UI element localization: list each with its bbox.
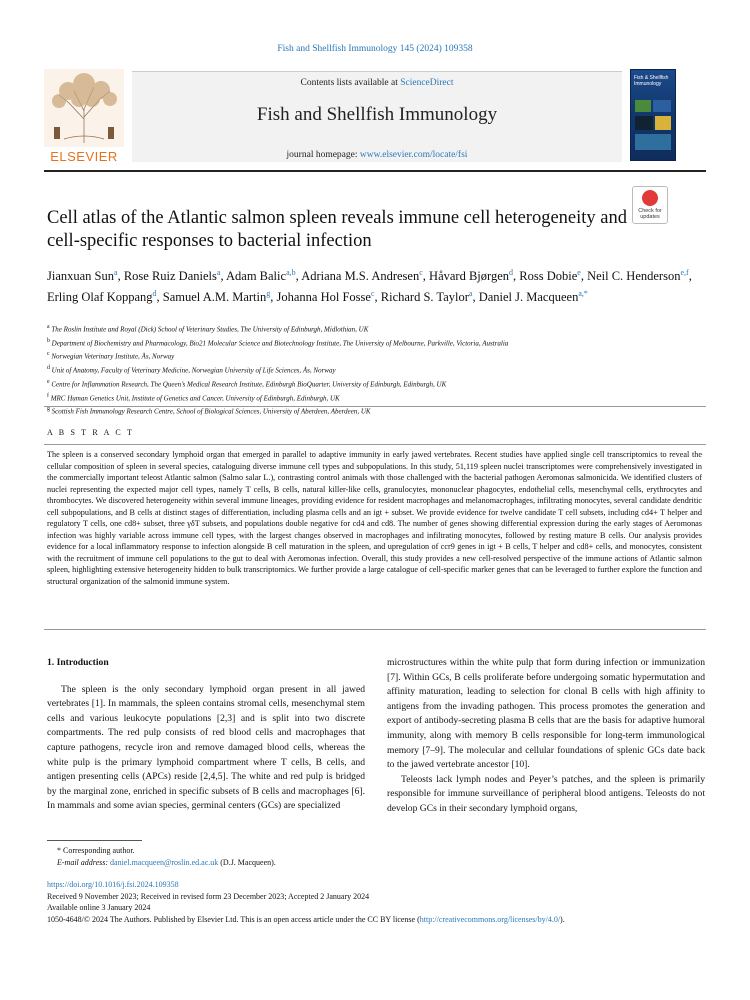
affiliation-text: The Roslin Institute and Royal (Dick) School of Veterinary Studies, The University of Edinburgh, Midlothian, UK: [49, 325, 369, 334]
doi-link[interactable]: https://doi.org/10.1016/j.fsi.2024.109358: [47, 880, 179, 889]
email-suffix: (D.J. Macqueen).: [218, 857, 276, 867]
homepage-link[interactable]: www.elsevier.com/locate/fsi: [359, 150, 468, 160]
author-name[interactable]: Ross Dobie: [519, 269, 578, 284]
divider: [44, 629, 706, 630]
affiliation-label: e: [47, 378, 50, 385]
license-prefix: 1050-4648/© 2024 The Authors. Published by Elsevier Ltd. This is an open access article under the CC BY license (: [47, 914, 420, 924]
affiliation-item: [47, 363, 697, 377]
affiliation-item: [47, 322, 697, 336]
author-name[interactable]: Johanna Hol Fosse: [276, 290, 371, 305]
body-paragraph: The spleen is the only secondary lymphoid organ present in all jawed vertebrates [1]. In mammals, the spleen contains stromal cells, mesenchymal stem cells and various leukocyte populations [2,3] and is split into two discrete compartments. The red pulp consists of red blood cells and macrophages that capture pathogens, recycle iron and remove damaged blood cells, whereas the white pulp is the primary lymphoid compartment where T cells, B cells, and antigen presenting cells (APCs) reside [2,4,5]. The white and red pulp is bridged by the marginal zone, enriched in specific subsets of B cells and macrophages [6]. In mammals and some avian species, germinal centers (GCs) are specialized: [47, 683, 365, 812]
header-rule: [44, 170, 706, 172]
body-column-right: [387, 656, 705, 817]
abstract-text: The spleen is a conserved secondary lymphoid organ that emerged in parallel to adaptive immunity in early jawed vertebrates. Recent studies have applied single cell transcriptomics to reveal the cellular composition of spleen in several species, cataloguing diverse immune cell types and subpopulations. In this study, 51,119 spleen nuclei transcriptomes were comprehensively investigated in the commercially important teleost Atlantic salmon (Salmo salar L.), contrasting control animals with those challenged with the bacterial pathogen Aeromonas salmonicida. We identified clusters of nuclei representing the expected major cell types, namely T cells, B cells, natural killer-like cells, granulocytes, mononuclear phagocytes, endothelial cells, mesenchymal cells, erythrocytes and thrombocytes. We discovered heterogeneity within several immune lineages, providing evidence for resident macrophages and melanomacrophages, infiltrating monocytes, several candidate dendritic cell subpopulations, and B cells at distinct stages of differentiation, including plasma cells and an igt + subset. We provide evidence for twelve candidate T cell subsets, including cd4+ T helper and regulatory T cells, one cd8+ subset, three γδT subsets, and populations double negative for cd4 and cd8. The number of genes showing differential expression during the early stages of Aeromonas infection was highly variable across immune cell types, with the largest changes observed in macrophages and infiltrating monocytes, followed by resting mature B cells. Our analysis provides evidence for a local inflammatory response to infection alongside B cell maturation in the spleen, and upregulation of ccr9 genes in igt + B cells, T helper and cd8+ cells, and monocytes, consistent with the recruitment of immune cell populations to the gut to deal with Aeromonas infection. Overall, this study provides a new cell-resolved perspective of the immune actions of Atlantic salmon spleen, highlighting extensive heterogeneity hidden to bulk transcriptomics. We further provide a large catalogue of cell-specific marker genes that can be leveraged to further explore the function and structural organization of the salmonid immune system.: [47, 450, 702, 586]
author-list: Jianxuan Sun$^a$, Rose Ruiz Daniels$^a$, Adam Balic$^{a,b}$, Adriana M.S. Andresen$^c$, Håvard Bjørgen$^d$, Ross Dobie$^e$, Neil C. Henderson$^{e,f}$, Erling Olaf Koppang$^d$, Samuel A.M. Martin$^g$, Johanna Hol Fosse$^c$, Richard S. Taylor$^a$, Daniel J. Macqueen$^{a,*}$: [47, 268, 692, 305]
author-affiliation-marker[interactable]: d: [509, 268, 514, 277]
author-affiliation-marker[interactable]: d: [152, 289, 157, 299]
received-dates: Received 9 November 2023; Received in revised form 23 December 2023; Accepted 2 January 2024: [47, 891, 370, 901]
sciencedirect-link[interactable]: ScienceDirect: [400, 78, 454, 88]
license-suffix: ).: [560, 914, 565, 924]
author-affiliation-marker[interactable]: g: [266, 289, 271, 299]
license-link[interactable]: http://creativecommons.org/licenses/by/4.0/: [419, 914, 561, 924]
author-affiliation-marker[interactable]: a: [468, 289, 473, 299]
affiliation-text: Department of Biochemistry and Pharmacology, Bio21 Molecular Science and Biotechnology Institute, The University of Melbourne, Parkville, Victoria, Australia: [49, 339, 509, 348]
journal-banner: [132, 71, 622, 162]
article-footer: [47, 879, 707, 925]
author-affiliation-marker[interactable]: c: [370, 289, 375, 299]
email-link[interactable]: daniel.macqueen@roslin.ed.ac.uk: [110, 857, 219, 867]
journal-citation[interactable]: Fish and Shellfish Immunology 145 (2024) 109358: [277, 44, 473, 54]
journal-title: Fish and Shellfish Immunology: [256, 104, 498, 125]
homepage-prefix: journal homepage:: [286, 150, 360, 160]
affiliation-label: b: [47, 337, 50, 344]
affiliation-item: [47, 377, 697, 391]
elsevier-tree-logo[interactable]: [44, 69, 124, 161]
affiliation-text: Unit of Anatomy, Faculty of Veterinary Medicine, Norwegian University of Life Sciences, Ås, Norway: [49, 366, 336, 375]
cover-image-tile: [635, 116, 653, 130]
affiliation-text: Norwegian Veterinary Institute, Ås, Norway: [49, 352, 175, 361]
author-affiliation-marker[interactable]: e,f: [680, 268, 689, 277]
footnote-divider: [47, 840, 142, 841]
cover-image-tile: [635, 100, 651, 112]
contents-prefix: Contents lists available at: [300, 78, 401, 88]
article-title: Cell atlas of the Atlantic salmon spleen reveals immune cell heterogeneity and cell-specific responses to bacterial infection: [47, 208, 627, 251]
author-name[interactable]: Erling Olaf Koppang: [47, 290, 153, 305]
author-name[interactable]: Håvard Bjørgen: [429, 269, 510, 284]
divider: [44, 444, 706, 445]
journal-header: [44, 69, 724, 164]
author-affiliation-marker[interactable]: c: [419, 268, 423, 277]
affiliation-item: [47, 349, 697, 363]
publisher-name: ELSEVIER: [50, 149, 118, 164]
affiliation-label: f: [47, 392, 49, 399]
footnote: [57, 845, 697, 868]
affiliation-label: g: [47, 406, 50, 413]
author-affiliation-marker[interactable]: e: [577, 268, 581, 277]
check-for-updates-button[interactable]: [632, 186, 668, 224]
author-affiliation-marker[interactable]: a,b: [286, 268, 296, 277]
email-line: [57, 857, 697, 869]
affiliation-text: MRC Human Genetics Unit, Institute of Genetics and Cancer, University of Edinburgh, Edinburgh, UK: [48, 394, 340, 402]
corresponding-author-note: * Corresponding author.: [57, 846, 135, 855]
author-affiliation-marker[interactable]: a: [216, 268, 221, 277]
available-online: Available online 3 January 2024: [47, 903, 151, 912]
affiliation-item: [47, 336, 697, 350]
author-name[interactable]: Jianxuan Sun: [47, 269, 115, 284]
cover-image-tile: [653, 100, 671, 112]
affiliation-item: [47, 391, 697, 405]
author-affiliation-marker[interactable]: a: [114, 268, 118, 277]
author-name[interactable]: Adriana M.S. Andresen: [301, 269, 420, 284]
affiliation-label: d: [47, 365, 50, 372]
affiliation-label: a: [47, 324, 50, 330]
affiliation-text: Centre for Inflammation Research, The Queen’s Medical Research Institute, Edinburgh BioQuarter, University of Edinburgh, Edinburgh, UK: [49, 380, 447, 389]
author-name[interactable]: Richard S. Taylor: [380, 290, 469, 305]
body-paragraph: Teleosts lack lymph nodes and Peyer’s patches, and the spleen is primarily responsible for immune surveillance of peripheral blood antigens. Teleosts do not develop GCs in their secondary lymphoid organs,: [387, 773, 705, 814]
contents-line: [132, 78, 622, 88]
section-heading: 1. Introduction: [47, 657, 109, 668]
author-affiliation-marker[interactable]: a,*: [578, 289, 588, 299]
body-paragraph: microstructures within the white pulp that form during infection or immunization [7]. Within GCs, B cells proliferate before undergoing somatic hypermutation and affinity maturation, leading to selection for clonal B cells with high affinity to antigens from the invading pathogen. This process promotes the generation and export of antibody-secreting plasma B cells that are the basis for adaptive humoral immunity, along with memory B cells responsible for long-term immunological memory [7–9]. The molecular and cellular foundations of splenic GCs date back to the jawed vertebrate ancestor [10].: [387, 657, 705, 771]
abstract-heading: A B S T R A C T: [47, 428, 135, 437]
author-name[interactable]: Daniel J. Macqueen: [478, 290, 579, 305]
homepage-line: [132, 150, 622, 160]
cover-image-tile: [655, 116, 671, 130]
license-line: [47, 914, 707, 926]
affiliation-list: [47, 322, 697, 418]
author-name[interactable]: Neil C. Henderson: [587, 269, 681, 284]
affiliation-text: Scottish Fish Immunology Research Centre, School of Biological Sciences, University of Aberdeen, Aberdeen, UK: [49, 407, 371, 416]
author-name[interactable]: Adam Balic: [226, 269, 287, 284]
cover-title: Fish & Shellfish Immunology: [634, 75, 669, 87]
check-updates-label: Check for updates: [638, 208, 662, 221]
author-name[interactable]: Samuel A.M. Martin: [162, 290, 267, 305]
journal-cover-thumbnail[interactable]: [630, 69, 676, 161]
email-label: E-mail address:: [57, 857, 111, 867]
author-name[interactable]: Rose Ruiz Daniels: [123, 269, 217, 284]
affiliation-label: c: [47, 351, 50, 358]
cover-image-tile: [635, 134, 671, 150]
body-column-left: [47, 656, 365, 814]
bookmark-icon: [642, 190, 658, 206]
divider: [44, 406, 706, 407]
